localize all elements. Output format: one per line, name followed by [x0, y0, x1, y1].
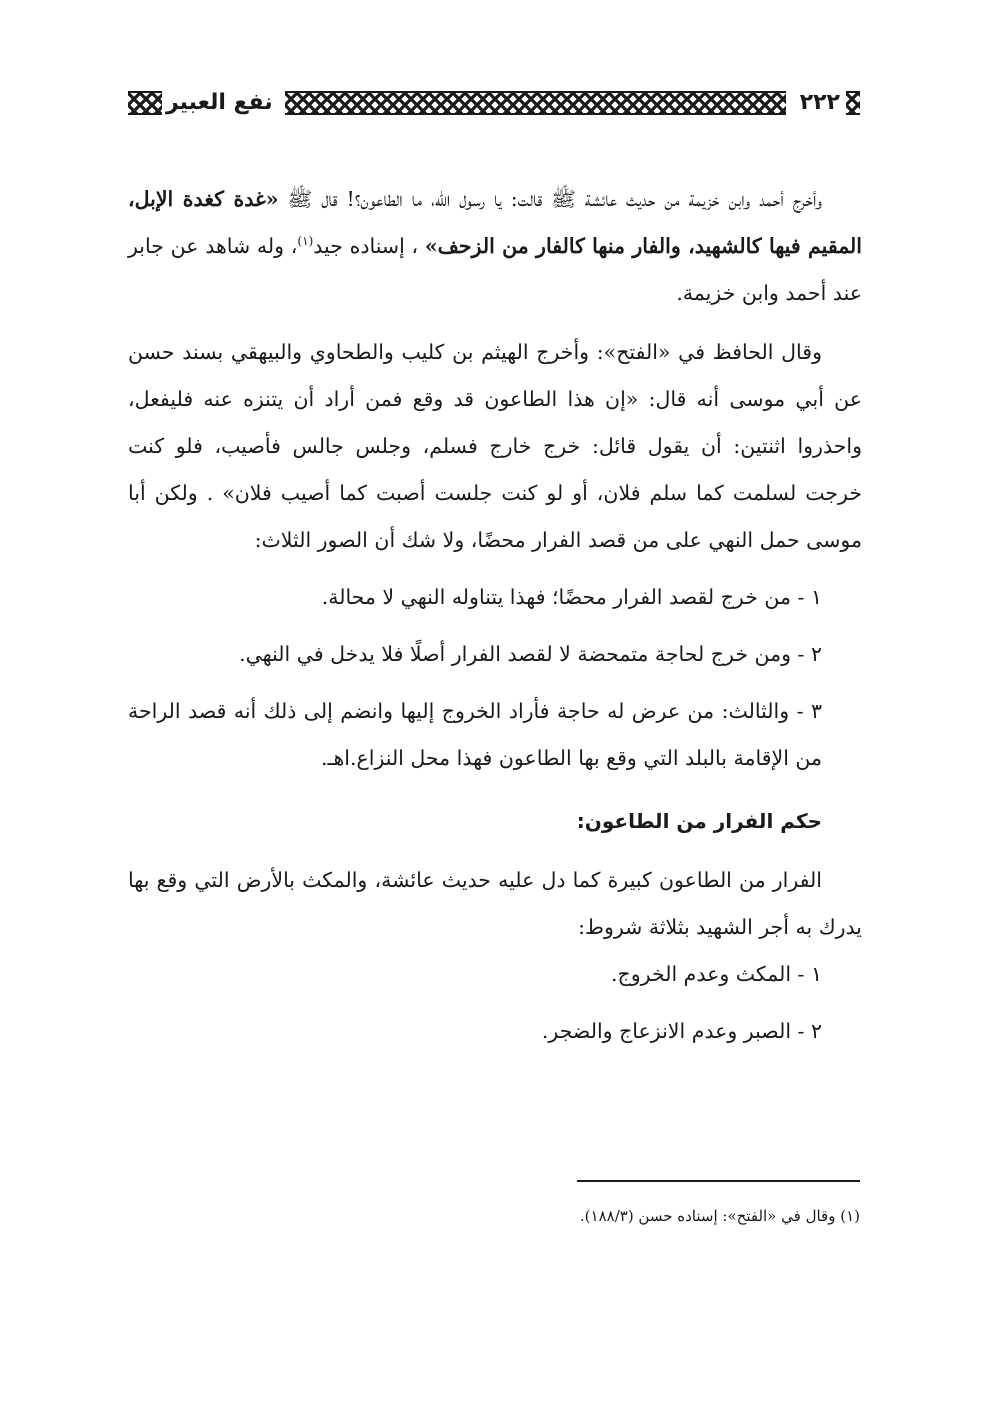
- book-title: نفع العبير: [166, 90, 273, 115]
- page-number: ٢٢٢: [799, 90, 840, 115]
- list-item: ١ - المكث وعدم الخروج.: [611, 962, 822, 986]
- header-ornament-right: [846, 91, 860, 115]
- hadith-quote-bold: «غدة كغدة الإبل، المقيم فيها كالشهيد، والفار منها كالفار من الزحف»: [128, 187, 862, 258]
- list-item: ١ - من خرج لقصد الفرار محضًا؛ فهذا يتناوله النهي لا محالة.: [321, 585, 822, 609]
- section-heading: حكم الفرار من الطاعون:: [576, 809, 822, 833]
- list-item: ٢ - ومن خرج لحاجة متمحضة لا لقصد الفرار أصلًا فلا يدخل في النهي.: [239, 642, 822, 666]
- list-item: ٣ - والثالث: من عرض له حاجة فأراد الخروج إليها وانضم إلى ذلك أنه قصد الراحة من الإقامة بالبلد التي وقع بها الطاعون فهذا محل النزاع.اهـ.: [128, 699, 822, 770]
- paragraph-aisha-hadith: [128, 176, 862, 317]
- paragraph-ruling: [128, 857, 862, 951]
- paragraph-text: وقال الحافظ في «الفتح»: وأخرج الهيثم بن كليب والطحاوي والبيهقي بسند حسن عن أبي موسى أنه قال: «إن هذا الطاعون قد وقع فمن أراد أن يتنزه عنه فليفعل، واحذروا اثنتين: أن يقول قائل: خرج خارج فسلم، وجلس جالس فأصيب، فلو كنت خرجت لسلمت كما سلم فلان، أو لو كنت جلست أصبت كما أصيب فلان» . ولكن أبا موسى حمل النهي على من قصد الفرار محضًا، ولا شك أن الصور الثلاث:: [128, 340, 862, 552]
- list-item: ٢ - الصبر وعدم الانزعاج والضجر.: [541, 1019, 822, 1043]
- header-ornament-band: [285, 91, 786, 115]
- paragraph-text: ، إسناده جيد: [313, 234, 425, 258]
- footnote-marker[interactable]: (١): [297, 234, 314, 249]
- footnote-divider: [577, 1180, 860, 1182]
- paragraph-hafiz-fath: [128, 329, 862, 564]
- paragraph-text: ، وله شاهد عن جابر عند أحمد وابن خزيمة.: [128, 234, 862, 305]
- footnote: (١) وقال في «الفتح»: إسناده حسن (١٨٨/٣).: [579, 1207, 860, 1225]
- header-ornament-left: [128, 91, 162, 115]
- paragraph-text: وأخرج أحمد وابن خزيمة من حديث عائشة ﷺ قالت: يا رسول الله، ما الطاعون؟! قال ﷺ: [278, 187, 822, 211]
- main-text: [128, 176, 862, 1055]
- paragraph-text: الفرار من الطاعون كبيرة كما دل عليه حديث عائشة، والمكث بالأرض التي وقع بها يدرك به أجر الشهيد بثلاثة شروط:: [128, 868, 862, 939]
- page-header: [128, 86, 860, 120]
